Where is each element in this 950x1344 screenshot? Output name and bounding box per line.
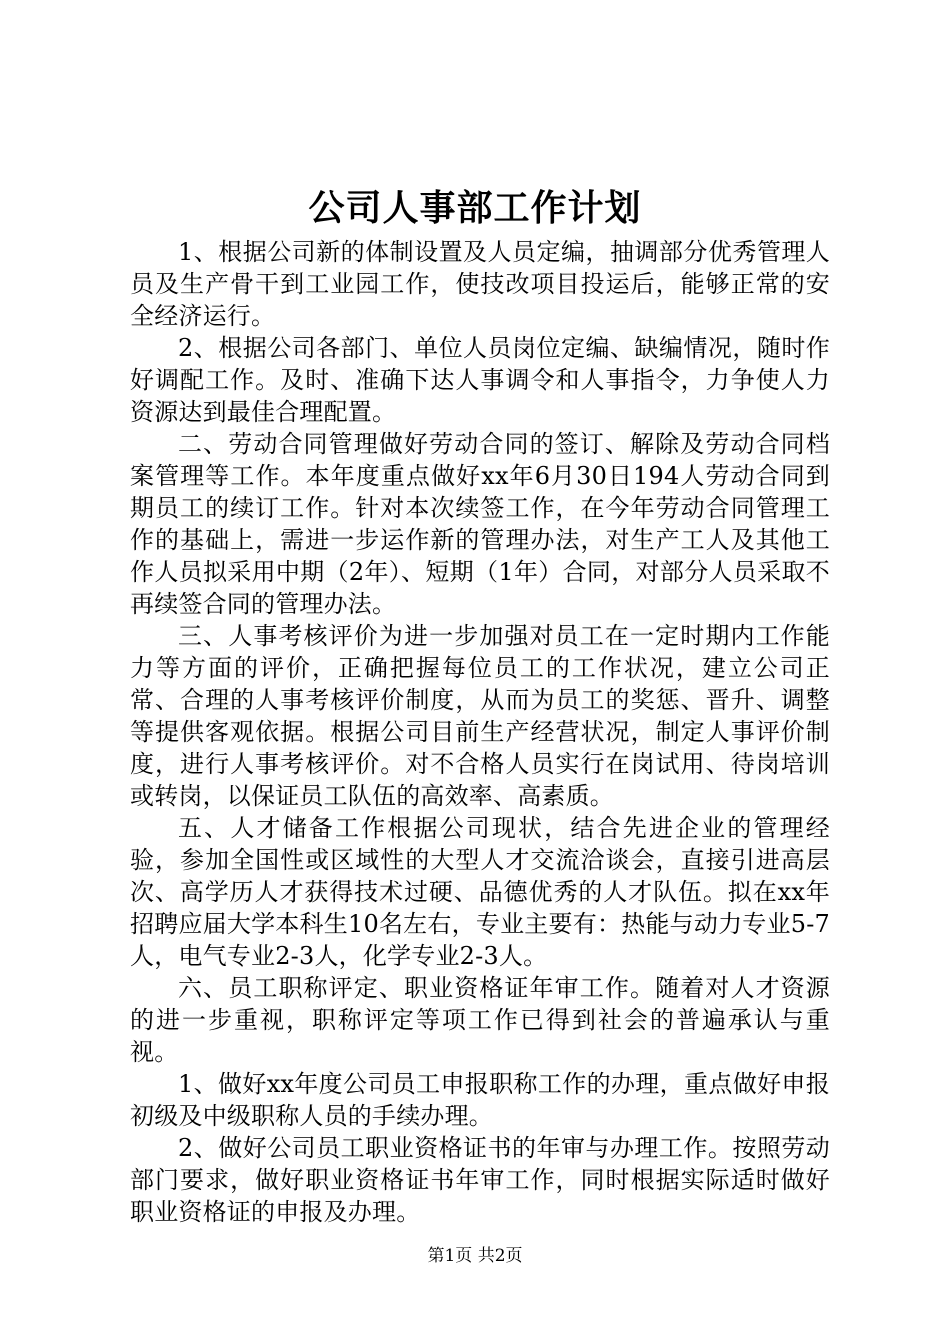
paragraph-staff-allocation: 1、根据公司新的体制设置及人员定编，抽调部分优秀管理人员及生产骨干到工业园工作，使技改项目投运后，能够正常的安全经济运行。 xyxy=(130,238,830,330)
paragraph-title-application: 1、做好xx年度公司员工申报职称工作的办理，重点做好申报初级及中级职称人员的手续办理。 xyxy=(130,1070,830,1130)
document-title: 公司人事部工作计划 xyxy=(308,188,642,229)
paragraph-labor-contract: 二、劳动合同管理做好劳动合同的签订、解除及劳动合同档案管理等工作。本年度重点做好xx年6月30日194人劳动合同到期员工的续订工作。针对本次续签工作，在今年劳动合同管理工作的基础上，需进一步运作新的管理办法，对生产工人及其他工作人员拟采用中期（2年）、短期（1年）合同，对部分人员采取不再续签合同的管理办法。 xyxy=(130,430,830,618)
document-body xyxy=(130,236,830,1228)
paragraph-performance-review: 三、人事考核评价为进一步加强对员工在一定时期内工作能力等方面的评价，正确把握每位员工的工作状况，建立公司正常、合理的人事考核评价制度，从而为员工的奖惩、晋升、调整等提供客观依据。根据公司目前生产经营状况，制定人事评价制度，进行人事考核评价。对不合格人员实行在岗试用、待岗培训或转岗，以保证员工队伍的高效率、高素质。 xyxy=(130,622,830,810)
paragraph-talent-reserve: 五、人才储备工作根据公司现状，结合先进企业的管理经验，参加全国性或区域性的大型人才交流洽谈会，直接引进高层次、高学历人才获得技术过硬、品德优秀的人才队伍。拟在xx年招聘应届大学本科生10名左右，专业主要有：热能与动力专业5-7人，电气专业2-3人，化学专业2-3人。 xyxy=(130,814,830,970)
paragraph-certificate-review: 2、做好公司员工职业资格证书的年审与办理工作。按照劳动部门要求，做好职业资格证书年审工作，同时根据实际适时做好职业资格证的申报及办理。 xyxy=(130,1134,830,1226)
page-number-footer: 第1页 共2页 xyxy=(427,1246,523,1266)
paragraph-title-evaluation: 六、员工职称评定、职业资格证年审工作。随着对人才资源的进一步重视，职称评定等项工作已得到社会的普遍承认与重视。 xyxy=(130,974,830,1066)
paragraph-staff-deployment: 2、根据公司各部门、单位人员岗位定编、缺编情况，随时作好调配工作。及时、准确下达人事调令和人事指令，力争使人力资源达到最佳合理配置。 xyxy=(130,334,830,426)
